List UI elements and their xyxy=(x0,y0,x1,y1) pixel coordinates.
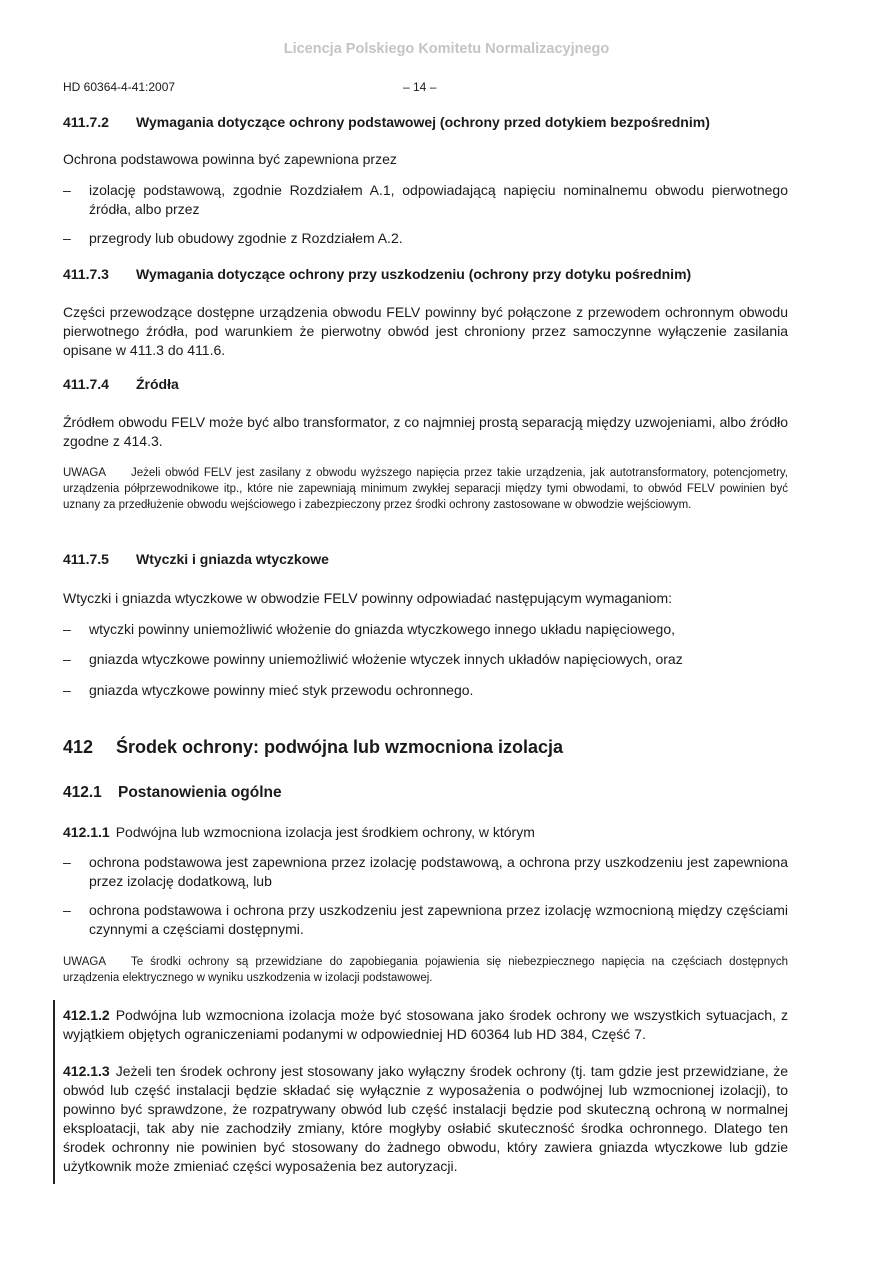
list-item-text: przegrody lub obudowy zgodnie z Rozdziałem A.2. xyxy=(89,230,403,246)
document-id: HD 60364-4-41:2007 xyxy=(63,80,176,94)
clause-text: Podwójna lub wzmocniona izolacja może być stosowana jako środek ochrony we wszystkich sytuacjach, z wyjątkiem objętych ograniczeniami podanymi w odpowiedniej HD 60364 lub HD 384, Część 7. xyxy=(63,1007,788,1042)
list-item xyxy=(63,620,788,639)
heading-412 xyxy=(63,737,563,758)
heading-411-7-5 xyxy=(63,551,329,567)
list-dash: – xyxy=(63,621,71,637)
list-item xyxy=(63,229,788,248)
heading-411-7-4 xyxy=(63,376,179,392)
paragraph: Ochrona podstawowa powinna być zapewniona przez xyxy=(63,151,397,167)
list-item xyxy=(63,901,788,939)
heading-412-1 xyxy=(63,784,282,802)
list-dash: – xyxy=(63,651,71,667)
list-dash: – xyxy=(63,854,71,870)
list-item-text: gniazda wtyczkowe powinny mieć styk przewodu ochronnego. xyxy=(89,682,474,698)
list-item xyxy=(63,853,788,891)
section-title: Źródła xyxy=(136,376,179,392)
list-item xyxy=(63,181,788,219)
section-number: 411.7.4 xyxy=(63,376,109,392)
note-text: Te środki ochrony są przewidziane do zapobiegania pojawienia się niebezpiecznego napięcia na częściach dostępnych urządzenia elektrycznego w wyniku uszkodzenia w izolacji podstawowej. xyxy=(63,956,788,984)
list-item-text: ochrona podstawowa jest zapewniona przez izolację podstawową, a ochrona przy uszkodzeniu jest zapewniona przez izolację dodatkową, lub xyxy=(89,854,788,889)
clause-412-1-1 xyxy=(63,823,788,842)
change-bar xyxy=(53,1000,55,1184)
list-dash: – xyxy=(63,182,71,198)
clause-number: 412.1.3 xyxy=(63,1063,110,1079)
list-dash: – xyxy=(63,902,71,918)
note-label: UWAGA xyxy=(63,956,107,968)
section-number: 411.7.2 xyxy=(63,114,109,130)
note xyxy=(63,465,788,513)
list-item xyxy=(63,681,788,700)
paragraph: Źródłem obwodu FELV może być albo transformator, z co najmniej prostą separacją między uzwojeniami, albo źródło zgodne z 414.3. xyxy=(63,414,788,449)
note xyxy=(63,954,788,986)
section-title: Wymagania dotyczące ochrony podstawowej (ochrony przed dotykiem bezpośrednim) xyxy=(136,114,710,130)
list-item-text: izolację podstawową, zgodnie Rozdziałem A.1, odpowiadającą napięciu nominalnemu obwodu pierwotnego źródła, albo przez xyxy=(89,182,788,217)
list-item-text: gniazda wtyczkowe powinny uniemożliwić włożenie wtyczek innych układów napięciowych, oraz xyxy=(89,651,683,667)
section-number: 412 xyxy=(63,737,94,757)
note-label: UWAGA xyxy=(63,467,107,479)
clause-number: 412.1.1 xyxy=(63,824,110,840)
clause-number: 412.1.2 xyxy=(63,1007,110,1023)
watermark: Licencja Polskiego Komitetu Normalizacyjnego xyxy=(283,41,610,57)
page-number: – 14 – xyxy=(403,80,437,94)
section-title: Wymagania dotyczące ochrony przy uszkodzeniu (ochrony przy dotyku pośrednim) xyxy=(136,266,692,282)
section-title: Środek ochrony: podwójna lub wzmocniona izolacja xyxy=(116,737,564,757)
list-dash: – xyxy=(63,230,71,246)
note-text: Jeżeli obwód FELV jest zasilany z obwodu wyższego napięcia przez takie urządzenia, jak autotransformatory, potencjometry, urządzenia półprzewodnikowe itp., które nie zapewniają minimum zwykłej separacji między tymi obwodami, to obwód FELV powinien być uznany za przedłużenie obwodu wejściowego i zabezpieczony przez środki ochrony zastosowane w obwodzie wejściowym. xyxy=(63,467,788,511)
heading-411-7-3 xyxy=(63,266,691,282)
section-number: 411.7.3 xyxy=(63,266,109,282)
clause-text: Jeżeli ten środek ochrony jest stosowany jako wyłączny środek ochrony (tj. tam gdzie jest przewidziane, że obwód lub część instalacji będzie składać się wyłącznie z wyposażenia o podwójnej lub wzmocnionej izolacji), to powinno być sprawdzone, że rozpatrywany obwód lub część instalacji będzie pod skuteczną ochroną w normalnej eksploatacji, tak aby nie zachodziły zmiany, które mogłyby osłabić skuteczność środka ochronnego. Dlatego ten środek ochronny nie powinien być stosowany do żadnego obwodu, który zawiera gniazda wtyczkowe lub gdzie użytkownik może zmieniać części wyposażenia bez autoryzacji. xyxy=(63,1063,788,1174)
list-item-text: wtyczki powinny uniemożliwić włożenie do gniazda wtyczkowego innego układu napięciowego, xyxy=(89,621,675,637)
paragraph: Części przewodzące dostępne urządzenia obwodu FELV powinny być połączone z przewodem ochronnym obwodu pierwotnego źródła, pod warunkiem że pierwotny obwód jest chroniony przez samoczynne wyłączenie zasilania opisane w 411.3 do 411.6. xyxy=(63,304,788,358)
section-title: Postanowienia ogólne xyxy=(118,784,282,801)
section-number: 411.7.5 xyxy=(63,551,109,567)
clause-text: Podwójna lub wzmocniona izolacja jest środkiem ochrony, w którym xyxy=(115,824,535,840)
clause-412-1-2 xyxy=(63,1006,788,1044)
section-number: 412.1 xyxy=(63,784,102,801)
list-item-text: ochrona podstawowa i ochrona przy uszkodzeniu jest zapewniona przez izolację wzmocnioną między częściami czynnymi a częściami dostępnymi. xyxy=(89,902,788,937)
clause-412-1-3 xyxy=(63,1062,788,1176)
section-title: Wtyczki i gniazda wtyczkowe xyxy=(136,551,329,567)
list-dash: – xyxy=(63,682,71,698)
heading-411-7-2 xyxy=(63,114,710,130)
list-item xyxy=(63,650,788,669)
paragraph: Wtyczki i gniazda wtyczkowe w obwodzie FELV powinny odpowiadać następującym wymaganiom: xyxy=(63,590,673,606)
